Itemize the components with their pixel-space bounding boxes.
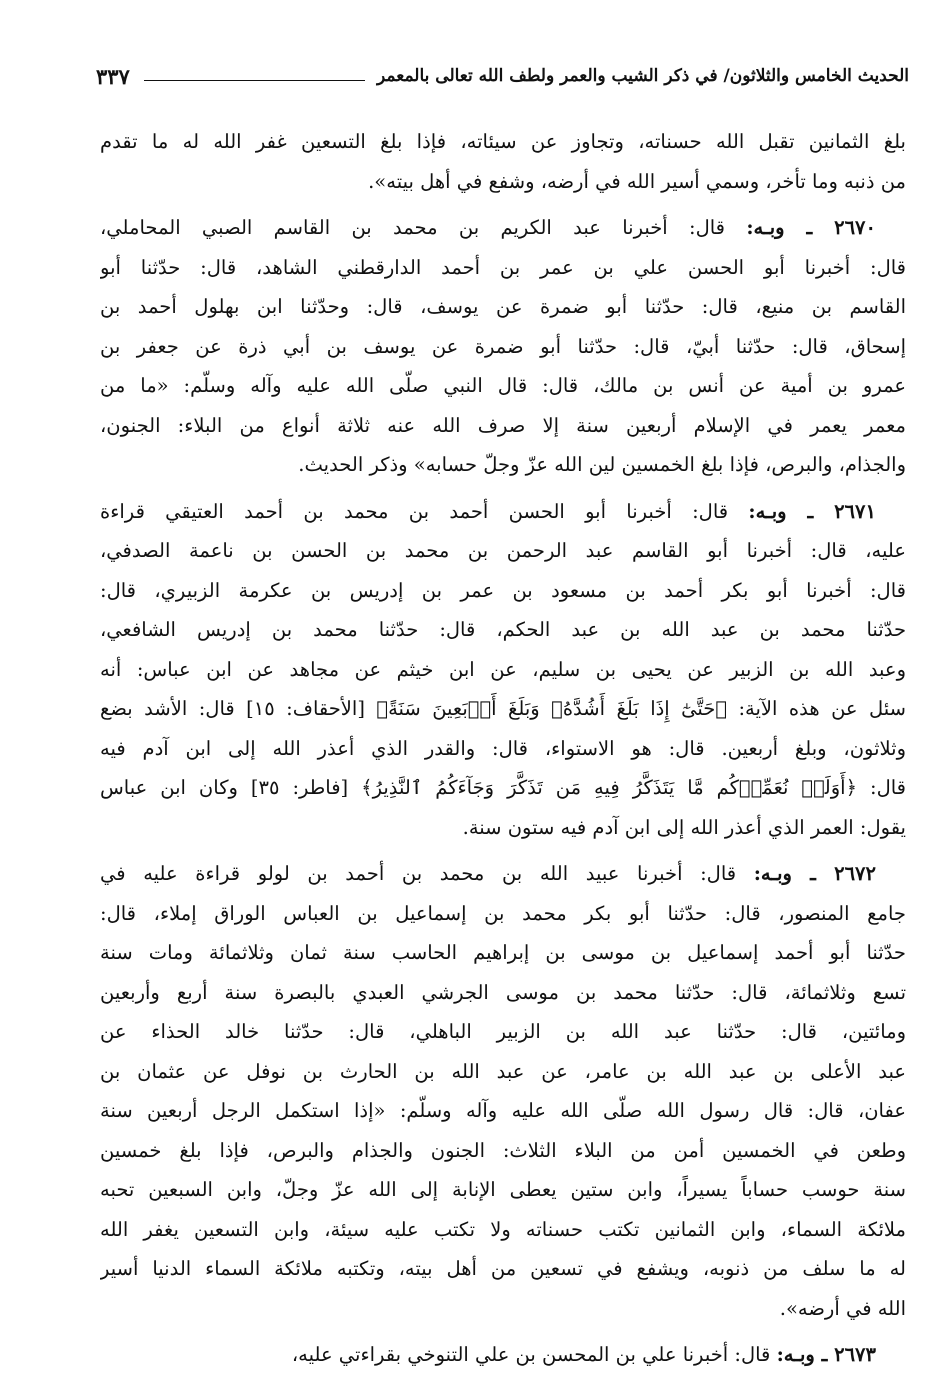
hadith-number: ٢٦٧٢ ـ وبـه: xyxy=(753,862,876,885)
text-line xyxy=(100,327,906,367)
hadith-paragraph xyxy=(100,1335,906,1375)
text-line xyxy=(100,571,906,611)
line-text: قال: ﴿أَوَلَمۡ نُعَمِّرۡكُم مَّا يَتَذَكَّرُ فِيهِ مَن تَذَكَّرَ وَجَآءَكُمُ ٱلنَّذِيرُ﴾ [فاطر: ٣٥] وكان ابن عباس xyxy=(100,776,906,799)
line-text: سنة حوسب حساباً يسيراً، وابن ستين يعطى الإنابة إلى الله عزّ وجلّ، وابن السبعين تحبه xyxy=(100,1178,906,1201)
line-text: حدّثنا أبو أحمد إسماعيل بن موسى بن إبراهيم الحاسب سنة ثمان وثلاثمائة ومات سنة xyxy=(100,941,906,964)
continuation-paragraph xyxy=(100,122,906,201)
text-line xyxy=(100,162,906,202)
page-body xyxy=(100,122,906,1382)
text-line xyxy=(100,610,906,650)
line-text: له ما سلف من ذنوبه، ويشفع في تسعين من أهل بيته، وتكتبه ملائكة السماء الدنيا أسير xyxy=(100,1257,906,1280)
line-text: عبد الأعلى بن عبد الله بن عامر، عن عبد الله بن الحارث بن نوفل عن عثمان بن xyxy=(100,1059,906,1083)
text-line xyxy=(100,445,906,485)
line-text: حدّثنا محمد بن عبد الله بن عبد الحكم، قال: حدّثنا محمد بن إدريس الشافعي، xyxy=(100,618,906,641)
line-text: بلغ الثمانين تقبل الله حسناته، وتجاوز عن سيئاته، فإذا بلغ التسعين غفر الله له ما تقدم xyxy=(100,130,906,153)
hadith-number: ٢٦٧١ ـ وبـه: xyxy=(748,499,876,523)
text-line xyxy=(100,406,906,446)
text-line xyxy=(100,366,906,406)
line-text: إسحاق، قال: حدّثنا أبيّ، قال: حدّثنا أبو ضمرة عن يوسف بن أبي ذرة عن جعفر بن xyxy=(100,334,906,358)
line-text: وطعن في الخمسين أمن من البلاء الثلاث: الجنون والجذام والبرص، فإذا بلغ خمسين xyxy=(100,1138,906,1162)
line-text: قال: أخبرنا عبد الكريم بن محمد بن القاسم الصبي المحاملي، xyxy=(100,216,726,239)
line-text: القاسم بن منيع، قال: حدّثنا أبو ضمرة عن يوسف، قال: وحدّثنا ابن بهلول أحمد بن xyxy=(100,295,906,318)
text-line xyxy=(100,854,906,894)
text-line xyxy=(100,1052,906,1092)
text-line xyxy=(100,1012,906,1052)
line-text: عفان، قال: قال رسول الله صلّى الله عليه وآله وسلّم: «إذا استكمل الرجل أربعين سنة xyxy=(100,1099,906,1122)
text-line xyxy=(100,287,906,327)
running-header xyxy=(96,58,909,94)
line-text: قال: أخبرنا علي بن المحسن بن علي التنوخي بقراءتي عليه، xyxy=(291,1343,771,1366)
text-line xyxy=(100,768,906,808)
line-text: جامع المنصور، قال: حدّثنا أبو بكر محمد بن إسماعيل بن العباس الوراق إملاء، قال: xyxy=(100,901,906,925)
page-number: ٣٣٧ xyxy=(96,63,130,89)
text-line xyxy=(100,894,906,934)
text-line xyxy=(100,1249,906,1289)
text-line xyxy=(100,531,906,571)
text-line xyxy=(100,248,906,288)
line-text: من ذنبه وما تأخر، وسمي أسير الله في أرضه، وشفع في أهل بيته». xyxy=(368,169,906,193)
text-line xyxy=(100,492,906,532)
line-text: وعبد الله بن الزبير عن يحيى بن سليم، عن ابن خيثم عن مجاهد عن ابن عباس: أنه xyxy=(100,657,906,681)
line-text: سئل عن هذه الآية: ﴿حَتَّىٰٓ إِذَا بَلَغَ أَشُدَّهُۥ وَبَلَغَ أَرۡبَعِينَ سَنَةً﴾ [الأحقاف: ١٥] قال: الأشد بضع xyxy=(100,697,906,720)
hadith-number: ٢٦٧٠ ـ وبـه: xyxy=(746,216,876,239)
line-text: وثلاثون، وبلغ أربعين. قال: هو الاستواء، قال: والقدر الذي أعذر الله إلى ابن آدم فيه xyxy=(100,736,906,760)
text-line xyxy=(100,1210,906,1250)
line-text: الله في أرضه». xyxy=(779,1296,906,1320)
header-rule xyxy=(144,80,365,81)
line-text: قال: أخبرنا عبيد الله بن محمد بن أحمد بن لولو قراءة عليه في xyxy=(100,862,737,885)
line-text: عليه، قال: أخبرنا أبو القاسم عبد الرحمن بن محمد بن الحسن بن ناعمة الصدفي، xyxy=(100,539,906,562)
line-text: ملائكة السماء، وابن الثمانين تكتب حسناته ولا تكتب عليه سيئة، وابن التسعين يغفر الله xyxy=(100,1217,906,1241)
text-line xyxy=(100,808,906,848)
text-line xyxy=(100,650,906,690)
chapter-title: الحديث الخامس والثلاثون/ في ذكر الشيب والعمر ولطف الله تعالى بالمعمر xyxy=(377,66,909,86)
text-line xyxy=(100,1335,906,1375)
text-line xyxy=(100,1170,906,1210)
text-line xyxy=(100,122,906,162)
line-text: ومائتين، قال: حدّثنا عبد الله بن الزبير الباهلي، قال: حدّثنا خالد الحذاء عن xyxy=(100,1020,906,1043)
line-text: قال: أخبرنا أبو الحسن أحمد بن محمد بن أحمد العتيقي قراءة xyxy=(100,499,729,523)
text-line xyxy=(100,729,906,769)
text-line xyxy=(100,689,906,729)
line-text: يقول: العمر الذي أعذر الله إلى ابن آدم فيه ستون سنة. xyxy=(462,815,906,839)
text-line xyxy=(100,208,906,248)
text-line xyxy=(100,973,906,1013)
line-text: قال: أخبرنا أبو الحسن علي بن عمر بن أحمد الدارقطني الشاهد، قال: حدّثنا أبو xyxy=(100,255,906,279)
text-line xyxy=(100,1091,906,1131)
line-text: معمر يعمر في الإسلام أربعين سنة إلا صرف الله عنه ثلاثة أنواع من البلاء: الجنون، xyxy=(100,413,906,437)
line-text: تسع وثلاثمائة، قال: حدّثنا محمد بن موسى الجرشي العبدي بالبصرة سنة أربع وأربعين xyxy=(100,980,906,1004)
text-line xyxy=(100,1289,906,1329)
text-line xyxy=(100,1131,906,1171)
hadith-number: ٢٦٧٣ ـ وبـه: xyxy=(776,1343,876,1366)
hadith-paragraph xyxy=(100,208,906,485)
line-text: عمرو بن أمية عن أنس بن مالك، قال: قال النبي صلّى الله عليه وآله وسلّم: «ما من xyxy=(100,374,906,397)
line-text: والجذام، والبرص، فإذا بلغ الخمسين لين الله عزّ وجلّ حسابه» وذكر الحديث. xyxy=(298,453,906,476)
text-line xyxy=(100,933,906,973)
hadith-paragraph xyxy=(100,854,906,1328)
hadith-paragraph xyxy=(100,492,906,848)
line-text: قال: أخبرنا أبو بكر أحمد بن مسعود بن عمر بن إدريس بن عكرمة الزبيري، قال: xyxy=(100,578,906,602)
